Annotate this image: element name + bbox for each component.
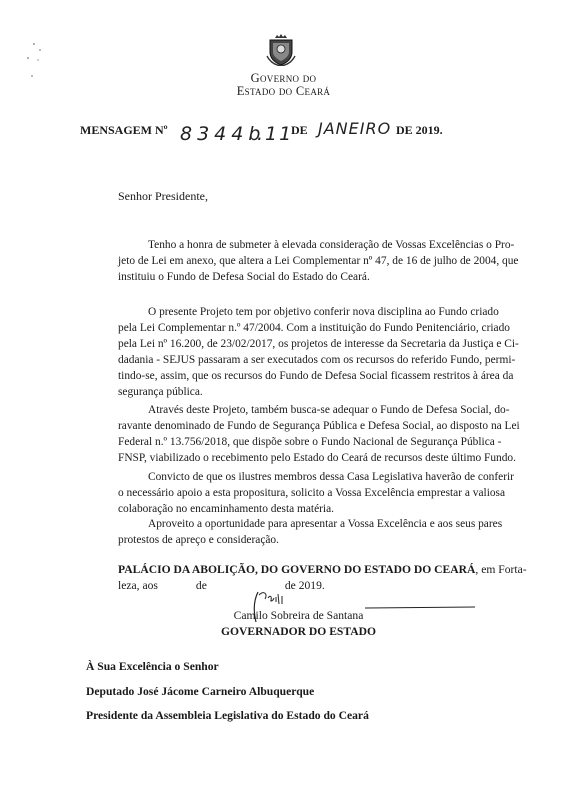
paragraph-line: colaboração no encaminhamento desta matéria. [118,503,335,515]
paragraph-line: o necessário apoio a esta propositura, solicito a Vossa Excelência emprestar a valiosa [118,487,506,499]
message-year: DE 2019. [396,123,443,137]
header-state: Estado do Ceará [236,84,331,98]
paragraph-line: Tenho a honra de submeter à elevada consideração de Vossas Excelências o Pro- [148,239,515,251]
closing-place-date [118,562,527,594]
message-de: DE [291,123,308,137]
closing-city-end: leza, aos [118,579,158,592]
paragraph-4 [118,469,514,517]
message-number-line [80,117,520,143]
paragraph-5 [118,516,503,548]
paragraph-line: dadania - SEJUS passaram a ser executados com os recursos do referido Fundo, permi- [118,354,516,366]
closing-year: de 2019. [284,579,325,592]
salutation: Senhor Presidente, [118,189,208,203]
paragraph-line: O presente Projeto tem por objetivo conferir nova disciplina ao Fundo criado [148,306,499,318]
message-day-handwritten: .11 [257,123,294,145]
paragraph-3 [118,402,520,466]
state-coat-of-arms-icon [266,34,296,66]
paragraph-line: ravante denominado de Fundo de Segurança Pública e Defesa Social, ao disposto na Lei [118,420,520,432]
closing-de: de [195,579,207,592]
paragraph-line: tindo-se, assim, que os recursos do Fundo de Defesa Social ficassem restritos à área da [118,370,514,382]
paragraph-line: pela Lei nº 16.200, de 23/02/2017, os projetos de interesse da Secretaria da Justiça e Ci- [118,338,519,350]
header-government: Governo do [250,71,317,85]
paragraph-line: Aproveito a oportunidade para apresentar a Vossa Excelência e aos seus pares [148,518,503,530]
paragraph-line: protestos de apreço e consideração. [118,534,279,546]
signer-name: Camilo Sobreira de Santana [233,609,364,622]
paragraph-line: Convicto de que os ilustres membros dessa Casa Legislativa haverão de conferir [148,471,514,483]
paragraph-1 [118,237,519,285]
paragraph-line: Federal n.º 13.756/2018, que dispõe sobre o Fundo Nacional de Segurança Pública - [118,436,502,448]
paragraph-line: pela Lei Complementar n.º 47/2004. Com a instituição do Fundo Penitenciário, criado [118,322,510,334]
paragraph-line: segurança pública. [118,386,203,398]
paragraph-line: FNSP, viabilizado o recebimento pelo Estado do Ceará de recursos deste último Fundo. [118,452,516,464]
paragraph-line: Através deste Projeto, também busca-se adequar o Fundo de Defesa Social, do- [148,404,510,416]
closing-line-2 [118,578,496,594]
addressee-position: Presidente da Assembleia Legislativa do Estado do Ceará [86,709,369,722]
message-label: MENSAGEM Nº [80,123,168,137]
closing-city-start: , em Forta- [475,563,527,576]
closing-palace: PALÁCIO DA ABOLIÇÃO, DO GOVERNO DO ESTADO DO CEARÁ [118,563,476,576]
signer-title: GOVERNADOR DO ESTADO [220,625,377,638]
paragraph-line: instituiu o Fundo de Defesa Social do Estado do Ceará. [118,271,370,283]
paragraph-line: jeto de Lei em anexo, que altera a Lei Complementar nº 47, de 16 de julho de 2004, que [118,255,519,267]
message-number-handwritten: 8344b [180,123,266,145]
closing-line-1 [118,562,527,578]
message-month-handwritten: JANEIRO [318,119,392,138]
addressee-salutation: À Sua Excelência o Senhor [86,660,219,673]
addressee-name: Deputado José Jácome Carneiro Albuquerque [86,685,315,698]
paragraph-2 [118,304,519,400]
